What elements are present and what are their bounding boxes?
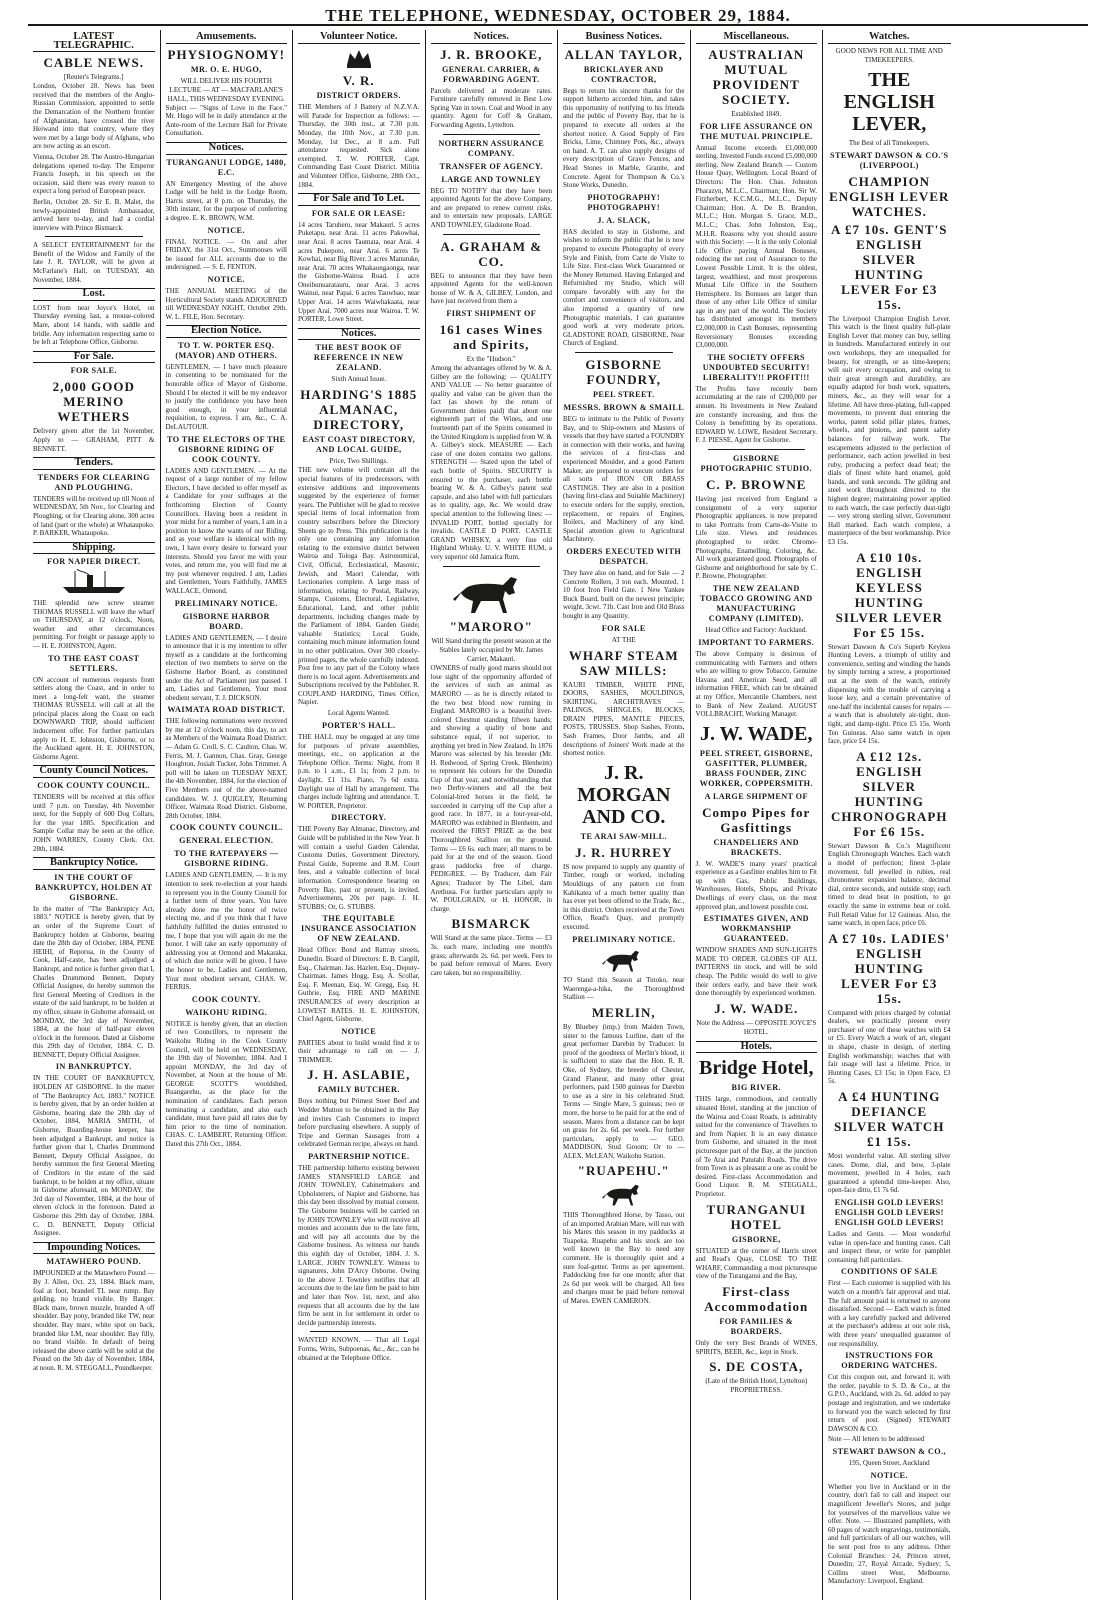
ad-text: The Liverpool Champion English Lever. This watch is the finest quality full-plate English Lever that money can buy, selling in hundreds. Manufactured entirely in our own workshops, they are unequalled for beauty, for strength, or as time-keepers; will suit every occupation, and owing to their great strength and durability, are equally adapted for bush work, squatters, miners, &c., as they will wear for a lifetime. All have three-plating, full-capped movements, to prevent dust entering the works, patent solid pillar plates, frames, wheels, and pinions, and patent safety balances for railway work. The escapements adjusted to the perfection of performance, each action jewelled in best ruby, producing a perfect dead beat; the dials of finest white hard enamel, gold hands, and sunk seconds. The gilding and steel work throughout directed to the highest degree; maintaining power applied to each watch, the case perfectly dust-tight — very strong sterling silver, Government Hall marked. Each watch complete, a masterpiece of the best workmanship. Price £3 15s. (828, 314, 951, 547)
column-7 (823, 30, 956, 1600)
newspaper-columns (28, 30, 1088, 1600)
ad-heading: MATAWHERO POUND. (46, 1257, 142, 1267)
ad-text: The Profits have recently been accumulating at the rate of £200,000 per annum. Its Investments in New Zealand are constantly increasing, and thus the Colony is benefitting by its operations. EDWARD W. LOWE, Resident Secretary. F. J. PIESSE, Agent for Gisborne. (695, 384, 817, 445)
ad-text: First — Each customer is supplied with his watch on a month's fair approval and trial. The full amount paid is returned to anyone dissatisfied. Second — Each watch is fitted with a key carefully packed and delivered at the purchaser's address at our sole risk, with three years' unequalled guarantee of our responsibility. (828, 1279, 951, 1348)
column-2 (161, 30, 294, 1600)
ad-heading: A. GRAHAM & CO. (440, 238, 543, 269)
divider (45, 236, 143, 237)
ad-text: Stewart Dawson & Co.'s Magnificent English Chronograph Watches. Each watch a model of perfection; finest 3-plate movement, full jewelled in rubies, real chronometer expansion balance, decimal dial, centre seconds, and outside stop; each timed to dead beat in position, to go exactly the same in extreme heat or cold. Full Retail Value for 12 Guineas. Also, the same watch, in open face, price £6. (828, 841, 951, 928)
horse-icon (563, 1181, 685, 1209)
ad-heading: J. R. HURREY (575, 844, 673, 860)
ad-heading: PARTNERSHIP NOTICE. (308, 1152, 410, 1162)
ad-heading: V. R. (342, 73, 375, 89)
ad-heading: TO T. W. PORTER ESQ. (MAYOR) AND OTHERS. (175, 340, 278, 360)
section-heading: Shipping. (33, 542, 155, 555)
ad-heading: GISBORNE HARBOR BOARD. (182, 611, 270, 631)
section-heading: Business Notices. (563, 32, 685, 44)
ad-heading: STEWART DAWSON & CO., (832, 1446, 946, 1456)
ad-text: THE HALL may be engaged at any time for purposes of private assemblies, meetings, etc., on application at the Telephone Office. Terms: Night, from 8 p.m. to 1 a.m., £1 1s; from 2 p.m. to daylight, £1 11s. Piano, 7s 6d extra. Daylight use of Hall by arrangement. The charges include lighting and attendance. T. W. PORTER, Proprietor. (298, 733, 420, 810)
ad-heading: TRANSFER OF AGENCY. (439, 161, 543, 171)
ad-heading: PRELIMINARY NOTICE. (572, 934, 676, 944)
ad-subheading: Head Office and Factory: Auckland. (705, 625, 808, 634)
crown-icon (298, 47, 420, 71)
ad-heading: NORTHERN ASSURANCE COMPANY. (438, 138, 545, 158)
divider (443, 134, 541, 135)
divider (310, 1331, 408, 1332)
ad-subheading: GOOD NEWS FOR ALL TIME AND TIMEKEEPERS. (835, 46, 943, 64)
ad-text: A SELECT ENTERTAINMENT for the Benefit of the Widow and Family of the late J. R. TAYLOR, will be given at McFarlane's Hall, on TUESDAY, 4th November, 1884. (33, 241, 155, 284)
steamer-icon (33, 569, 155, 597)
ad-heading: PRELIMINARY NOTICE. (174, 598, 278, 608)
ad-heading: STEWART DAWSON & CO.'S (LIVERPOOL) (830, 150, 949, 170)
ad-heading: WHARF STEAM SAW MILLS: (568, 647, 679, 678)
ad-text: TO Stand this Season at Tutoko, near Waerenga-a-hika, the Thoroughbred Stallion — (563, 976, 685, 1002)
ad-heading: FAMILY BUTCHER. (317, 1085, 400, 1095)
column-1 (28, 30, 161, 1600)
ad-text: IN THE COURT OF BANKRUPTCY, HOLDEN AT GISBORNE. In the matter of "The Bankruptcy Act, 1883." NOTICE is hereby given, that by an order holden at Gisborne, bearing date the 28th day of October, 1884, MARIA SMITH, of Gisborne, Boarding-house keeper, has been adjudged a Bankrupt, and notice is further given that I, Charles Drummond Bennett, Deputy Official Assignee, do hereby summon the first General Meeting of Creditors in the estate of the said bankrupt, to be holden at my office, situate in Gisborne aforesaid, on MONDAY, the 3rd day of November, 1884, at the hour of eleven o'clock in the forenoon. Dated at Gisborne this 29th day of October, 1884. C. D. BENNETT, Deputy Official Assignee. (33, 1074, 155, 1238)
ad-heading: PEEL STREET. (592, 390, 655, 400)
divider (708, 449, 806, 450)
ad-heading: GENERAL ELECTION. (179, 836, 274, 846)
ad-heading: DISTRICT ORDERS. (316, 91, 401, 101)
ad-heading: EAST COAST DIRECTORY, AND LOCAL GUIDE, (302, 435, 416, 455)
ad-text: Begs to return his sincere thanks for the support hitherto accorded him, and takes this opportunity of notifying to his friends and the public of Poverty Bay, that he is prepared to execute all orders at the shortest notice. A Good Supply of Fire Bricks, Lime, Chimney Pots, &c., always on hand. A. T. can also supply designs of every description of Grave Fences, and Head Stones in Marble, Granite, and Concrete. Agent for Thompson & Co.'s Stone Works, Dunedin. (563, 86, 685, 190)
ad-heading: WAIMATA ROAD DISTRICT. (167, 705, 286, 715)
section-heading: Notices. (298, 328, 420, 341)
ad-heading: ORDERS EXECUTED WITH DESPATCH. (566, 546, 682, 566)
ad-text: Cut this coupon out, and forward it, with the order, payable to S. D. & Co., at the G.P.O., Auckland, with 2s. 6d. added to pay postage and registration, and we undertake to forward you the watch selected by first return of post. (Signed) STEWART DAWSON & CO. (828, 1373, 951, 1433)
ad-heading: CONDITIONS OF SALE (840, 1267, 938, 1277)
ad-heading: TENDERS FOR CLEARING AND PLOUGHING. (37, 472, 150, 492)
ad-heading: IMPORTANT TO FARMERS. (698, 637, 815, 647)
ad-subheading: Will Stand during the present season at the Stables lately occupied by Mr. James Carrier, Makauri. (431, 637, 552, 664)
ad-heading: ENGLISH GOLD LEVERS! ENGLISH GOLD LEVERS! ENGLISH GOLD LEVERS! (834, 1198, 944, 1227)
ad-text: IS now prepared to supply any quantity of Timber, rough or worked, including Mouldings of any pattern cut from Kahikatea of a much better quality than has ever yet been offered to the Trade, &c., in this district. Orders received at the Town Office, Read's Quay, and promptly executed. (563, 862, 685, 931)
ad-text: Stewart Dawson & Co's Superb Keyless Hunting Levers, a triumph of utility and convenience, setting and winding the hands by simply turning a screw, a proportioned nut at the stem of the watch, entirely dispensing with the trouble of carrying a loose key, and a certain preventative of one-half the incidental causes for repairs — a watch that is absolutely air-tight, dust-tight, and damp-tight. Price £5 15s. Worth Ten Guineas. Also same watch in open face, price £4 15s. (828, 642, 951, 746)
ad-text: J. W. WADE'S many years' practical experience as a Gasfitter enables him to Fit up with Gas, Public Buildings, Warehouses, Hotels, Shops, and Private Dwellings of every class, on the most approved plan, and lowest possible cost. (695, 859, 817, 911)
ad-heading: A £7 10s. GENT'S ENGLISH SILVER HUNTING LEVER For £3 15s. (831, 221, 948, 312)
ad-text: THE ANNUAL MEETING of the Horticultural Society stands ADJOURNED till WEDNESDAY NIGHT, October 29th. W. L. FILE, Hon. Secretary. (165, 286, 288, 321)
ad-text: LOST from near Joyce's Hotel, on Thursday evening last, a mouse-colored Mare, about 14 hands, with saddle and bridle. Any information respecting same to be left at Telephone Office, Gisborne. (33, 303, 155, 347)
ad-text: Most wonderful value. All sterling silver cases. Dome, dial, and bow, 3-plate movement, jewelled in 4 holes, each guaranteed a splendid time-keeper. Also, open-face ditto, £1 7s 6d. (828, 1152, 951, 1195)
ad-heading: TURANGANUI HOTEL (706, 1201, 807, 1232)
ad-text: The above Company is desirous of communicating with Farmers and others who are willing to grow Tobacco. Genuine Havana and American Seed, and all information FREE, which can be obtained at my Office, Mercantile Chambers, next to Bank of New Zealand. AUGUST VOLLBRACHT, Working Manager. (695, 649, 817, 719)
ad-text: SITUATED at the corner of Harris street and Read's Quay, CLOSE TO THE WHARF, Commanding a most picturesque view of the Turanganui and the Bay, (695, 1246, 817, 1281)
ad-heading: PHOTOGRAPHY! PHOTOGRAPHY! (587, 192, 660, 212)
ad-text: GENTLEMEN, — I have much pleasure in consenting to be nominated for the honorable office of Mayor of Gisborne. Should I be elected it will be my endeavor to justify the confidence you have been good enough, in your influential requisition, to express. I am, &c., C. A. DeLAUTOUR. (165, 362, 287, 432)
section-heading: Miscellaneous. (696, 32, 818, 44)
ad-text: THIS large, commodious, and centrally situated Hotel, standing at the junction of the Wairoa and Coast Roads, is admirably suited for the convenience of Travellers to and from Napier. It is an easy distance from Gisborne, and situated in the most picturesque part of the Bay, at the junction of Te Arai and Patutahi Roads. The drive from Town is as pleasant a one as could be desired. First-class Accommodation and Good Liquor. R. M. STEGGALL, Proprietor. (695, 1095, 817, 1198)
ad-text: Annual Income exceeds £1,000,000 sterling. Invested Funds exceed £5,000,000 sterling. New Zealand Branch — Custom House Quay, Wellington. Local Board of Directors: The Hon. Chas. Johnston Pharazyn, M.L.C., Chairman; Hon. Sir W. Fitzherbert, K.C.M.G., M.L.C., Deputy Chairman; Hon. A. De B. Brandon, M.L.C.; Hon. Morgan S. Grace, M.D., M.L.C.; Chas. John Johnston, Esq., M.H.R. Reasons why you should assure with this Society: — It is the only Colonial Life Office paying Annual Bonuses, reducing the net cost of Assurance to the Lowest Possible Limit. It is the oldest, largest, wealthiest, and most prosperous Mutual Life Office in the Southern Hemisphere. Its Bonuses are larger than those of any other Life Office of similar age in any part of the world. The Society has distributed amongst its members £2,000,000 in Cash Bonuses, representing Reversionary Bonuses exceeding £3,000,000. (695, 143, 818, 350)
ad-text: 14 acres Taruheru, near Makauri. 5 acres Puketapu, near Arai. 11 acres Pakowhai, near Arai. 8 acres Taumata, near Arai. 4 acres Pukepoto, near Arai. 6 acres Te Kowhai, near Big River. 3 acres Manutuke, near Arai. 70 acres Whakaongaonga, near the Gisborne-Wairoa Road. 1 acre Oneihunuaratauru, near Arai. 3 acres Wainui, near Papai. 6 acres Tauwhao, near Upper Arai. 14 acres Waiwhakaata, near Upper Arai. 7000 acres near Wairoa. T. W. PORTER, Lowe Street. (298, 220, 420, 324)
section-heading: Bankruptcy Notice. (33, 857, 155, 870)
ad-heading: CHANDELIERS AND BRACKETS. (713, 837, 799, 857)
ad-text: THIS Thoroughbred Horse, by Tasso, out of an imported Arabian Mare, will run with his Mares this season in my paddocks at Tuapeka. Ruapehu and his stock are too well known in the Bay to need any comment. He is thoroughly quiet and a sure foal-getter. Terms as per agreement. Paddocking free for one month; after that 2s 6d per week will be charged. All fees and charges must be paid before removal of Mares. EWEN CAMERON. (563, 1211, 685, 1305)
section-heading: For Sale and To Let. (298, 193, 420, 206)
section-heading: Notices. (166, 142, 288, 155)
ad-text: Only the very Best Brands of WINES, SPIRITS, BEER, &c., kept in Stock. (695, 1338, 817, 1356)
ad-subheading: Established 1849. (731, 109, 782, 118)
ad-heading: MESSRS. BROWN & SMAILL (563, 403, 685, 413)
ad-heading: BISMARCK (451, 916, 531, 932)
ad-heading: BIG RIVER. (731, 1083, 781, 1093)
column-5 (558, 30, 691, 1600)
ad-text: ON account of numerous requests from settlers along the Coast, and in order to meet a long-felt want, the steamer THOMAS RUSSELL will call at all the principal places along the Coast on each DOWNWARD TRIP, should sufficient inducement offer. For further particulars apply to H. E. Johnston, Gisborne, or to the Auckland agent. H. E. JOHNSTON, Gisborne Agent. (33, 675, 155, 761)
ad-text: THE following nominations were received by me at 12 o'clock noon, this day, to act as Members of the Waimata Road District: — Adam G. Croll, S. C. Caulton, Chas. W. Ferris, M. J. Gannon, Chas. Gray, George Houghton, Josiah Tucker, John Trimmer. A poll will be taken on TUESDAY NEXT, the 4th November, 1884, for the election of Five Members out of the above-named candidates. W. J. QUIGLEY, Returning Officer, Waimata Road District. Gisborne, 28th October, 1884. (165, 717, 287, 820)
ad-heading: FOR LIFE ASSURANCE ON THE MUTUAL PRINCIPLE. (699, 121, 813, 141)
ad-heading: THE NEW ZEALAND TOBACCO GROWING AND MANUFACTURING COMPANY (LIMITED). (699, 583, 813, 623)
ad-heading: THE SOCIETY OFFERS UNDOUBTED SECURITY! LIBERALITY!! PROFIT!!! (702, 352, 810, 382)
section-heading: Lost. (33, 288, 155, 301)
ad-heading: C. P. BROWNE (706, 477, 807, 492)
ad-text: BEG to announce that they have been appointed Agents for the well-known house of W. & A. GILBEY, London, and have just received from them a (430, 271, 552, 306)
column-3 (293, 30, 426, 1600)
ad-subheading: [Reuter's Telegrams.] (63, 73, 124, 82)
ad-heading: J. H. ASLABIE, (307, 1067, 411, 1083)
ad-heading: Bridge Hotel, (699, 1057, 814, 1080)
ad-text: THE Poverty Bay Almanac, Directory, and Guide will be published in the New Year. It will contain a useful Garden Calendar, Customs Duties, Government Directory, Postal Guide, Supreme and R.M. Court fees, and a valuable collection of local information. Correspondence bearing on Poverty Bay, past or present, is invited. Advertisements, 20s per page. J. H. STUBBS; Or, G. STUBBS. (298, 825, 420, 911)
ad-heading: A £10 10s. ENGLISH KEYLESS HUNTING SILVER LEVER For £5 15s. (835, 549, 943, 640)
ad-subheading: The Best of all Timekeepers. (848, 138, 930, 147)
horse-icon (431, 571, 553, 617)
ad-text: WINDOW SHADES AND SUN-LIGHTS MADE TO ORDER. GLOBES OF ALL PATTERNS tin stock, and will be sold cheap. The Public would do well to give their orders early, and have their work done thoroughly by experienced workmen. (695, 946, 817, 998)
ad-text: AN Emergency Meeting of the above Lodge will be held in the Lodge Room, Harris street, at 8 p.m. on Thursday, the 30th instant, for the purpose of conferring a degree. E. K. BROWN, W.M. (165, 179, 287, 222)
ad-text: Head Office: Bond and Rattray streets, Dunedin. Board of Directors: E. B. Cargill, Esq., Chairman. Jas. Hazlett, Esq., Deputy-Chairman. James Hogg, Esq. A. Scollar, Esq. F. Meenan, Esq. W. Gregg, Esq. H. Guthrie, Esq. FIRE AND MARINE INSURANCES of every description at LOWEST RATES. H. E. JOHNSTON, Chief Agent, Gisborne. (298, 946, 420, 1024)
section-heading: County Council Notices. (33, 765, 155, 778)
ad-heading: TO THE EAST COAST SETTLERS. (48, 653, 140, 673)
ad-text: THE new volume will contain all the special features of its predecessors, with extensive additions and improvements suggested by the experience of former years. The Publisher will be glad to receive special items of local information from country subscribers before the Directory Sheets go to Press. This publication is the only one containing any information relating to the extensive district between Wairoa and Tologa Bay. Astronomical, Civil, Official, Ecclesiastical, Masonic, Jewish, and Maori Calendar, with Lectionaries complete. A large mass of information, relating to Postal, Railway, Stamps, Customs, Electoral, Legislative, Educational, Land, and other public departments, including changes made by the Parliament of 1884. Garden Guide; valuable Statistics; Local Guide, containing much minute information found in no other publication. Over 300 closely-printed pages, the whole carefully indexed. Post free to any part of the Colony where there is no local agent. Advertisements and Subscriptions received by the Publisher. R. COUPLAND HARDING, Times Office, Napier. (298, 466, 420, 707)
ad-heading: MR. O. E. HUGO, (190, 64, 262, 74)
ad-subheading: WILL DELIVER HIS FOURTH LECTURE — AT — MACFARLANE'S HALL, THIS WEDNESDAY EVENING. (167, 76, 285, 103)
ad-text: WANTED KNOWN. — That all Legal Forms, Writs, Subpoenas, &c., &c., can be obtained at the Telephone Office. (298, 1336, 420, 1362)
ad-text: LADIES AND GENTLEMEN. — At the request of a large number of my fellow Electors, I have decided to offer myself as a Candidate for your suffrages at the forthcoming Election of County Councillors. Having been a resident in your midst for a number of years, I am in a position to know the wants of our Riding, and as your welfare is identical with my own, I have every desire to forward your interests. Should you favor me with your votes, and return me, you will find me at my post whenever required. I am, Ladies and Gentlemen, Yours Faithfully, JAMES WALLACE, Ormond. (165, 466, 287, 595)
ad-heading: COOK COUNTY. (191, 994, 261, 1004)
ad-heading: "MARORO" (449, 619, 533, 635)
section-heading: LATEST TELEGRAPHIC. (33, 32, 155, 52)
ad-text: By Bluebey (imp.) from Maiden Town, sister to the famous Lurline, dam of the great performer Darebin by Traducer. In proof of the goodness of Merlin's blood, it is sufficient to state that the Hon. R. R. Oke, of Sydney, the breeder of Chester, Grand Flaneur, and many other great performers, paid 1500 guineas for Darebin to use as a sire in his celebrated Stud. Terms — Single Mare, 5 guineas; two or more, the horse to be paid for at the end of season. Mares from a distance can be kept on grass for 2s. 6d. per week. For further particulars, apply to — GEO. MADDISON, Stud Groom; Or to — ALEX. McLEAN, Waikohu Station. (563, 1022, 685, 1160)
ad-heading: DIRECTORY. (331, 813, 387, 823)
ad-heading: CABLE NEWS. (43, 55, 145, 71)
ad-text: Having just received from England a consignment of a very superior Photographic appliances, is now prepared to take Portraits from Carte-de-Visite to Life size. Views and residences photographed to order. Chromo-Photographs, Enamelling, Coloring, &c. All work guaranteed good. Photographs of Gisborne and neighborhood for sale by C. P. Browne, Photographer. (695, 495, 817, 581)
section-heading: Notices. (431, 32, 553, 44)
ad-subheading: Local Agents Wanted. (327, 709, 390, 718)
ad-heading: WAIKOHU RIDING. (185, 1007, 268, 1017)
ad-heading: AUSTRALIAN MUTUAL PROVIDENT SOCIETY. (708, 46, 805, 107)
ad-text: They have also on hand, and for Sale — 2 Concrete Rollers, 3 ton each. Mounted. 1 10 foot Iron Field Gate. 1 New Yankee Buck Board, built on the newest principle; weight, 3cwt. 71b. Cast Iron and Old Brass bought in any Quantity. (563, 568, 685, 620)
ad-heading: THE BEST BOOK OF REFERENCE IN NEW ZEALAND. (313, 343, 404, 373)
section-heading: Amusements. (166, 32, 288, 44)
ad-text: IMPOUNDED at the Matawhero Pound — By J. Allen, Oct. 23, 1884. Black mare, foal at foot, branded TL near rump. Bay gelding, no brand visible. By Banger. Black mare, brown muzzle, branded A off shoulder. Bay pony, branded like TW, near shoulder. Bay mare, white spot on back, branded like LM, near shoulder. Bay filly, no brand visible. In default of being released the above cattle will be sold at the Pound on the 5th day of November, 1884, at noon. R. M. STEGGALL, Poundkeeper. (33, 1269, 155, 1372)
ad-heading: A £12 12s. ENGLISH SILVER HUNTING CHRONOGRAPH For £6 15s. (831, 748, 948, 839)
ad-heading: J. W. WADE. (714, 1000, 799, 1016)
divider (443, 234, 541, 235)
ad-heading: CHAMPION ENGLISH LEVER WATCHES. (829, 173, 950, 219)
ad-heading: ALLAN TAYLOR, (564, 46, 683, 62)
ad-heading: NOTICE. (870, 1470, 908, 1480)
ad-heading: GISBORNE, (731, 1234, 781, 1244)
ad-heading: HARDING'S 1885 ALMANAC, DIRECTORY, (300, 387, 418, 433)
ad-heading: PHYSIOGNOMY! (167, 46, 285, 62)
ad-text: THE splendid new screw steamer THOMAS RUSSELL will leave the wharf on THURSDAY, at 12 o'clock, Noon, weather and other circumstances permitting. For freight or passage apply to — H. E. JOHNSTON, Agent. (33, 598, 155, 650)
ad-heading: THE ENGLISH LEVER, (843, 68, 935, 135)
ad-heading: GENERAL CARRIER, & FORWARDING AGENT. (442, 64, 541, 84)
ad-subheading: 195, Queen Street, Auckland (848, 1458, 930, 1467)
ad-heading: INSTRUCTIONS FOR ORDERING WATCHES. (841, 1351, 938, 1371)
section-heading: Tenders. (33, 457, 155, 470)
ad-heading: TURANGANUI LODGE, 1480, E.C. (166, 157, 287, 177)
ad-heading: TE ARAI SAW-MILL. (580, 831, 667, 841)
ad-subheading: Price, Two Shillings. (329, 457, 388, 466)
ad-text: Subject — "Signs of Love in the Face." Mr. Hugo will be in daily attendance at the Ante-room of the Lecture Hall for Private Consultation. (165, 103, 287, 138)
ad-heading: IN THE COURT OF BANKRUPTCY, HOLDEN AT GISBORNE. (35, 872, 153, 902)
ad-heading: TO THE ELECTORS OF THE GISBORNE RIDING OF COOK COUNTY. (167, 434, 286, 464)
ad-heading: BRICKLAYER AND CONTRACTOR, (583, 64, 664, 84)
divider (575, 352, 673, 353)
ad-heading: S. DE COSTA, (709, 1359, 804, 1375)
ad-heading: FOR SALE OR LEASE: (311, 208, 406, 218)
ad-subheading: Ex the "Hudson." (466, 354, 516, 363)
ad-heading: 2,000 GOOD MERINO WETHERS (52, 379, 135, 425)
column-6 (691, 30, 824, 1600)
ad-heading: NOTICE. (207, 225, 245, 235)
section-heading: Volunteer Notice. (298, 32, 420, 44)
ad-heading: J. A. SLACK, (597, 215, 651, 225)
ad-text: In the matter of "The Bankruptcy Act, 1883." NOTICE is hereby given, that by an order of the Supreme Court of Bankruptcy holden at Gisborne, bearing date the 28th day of October, 1884, PENE HEIHI, of Reporua, in the County of Cook, Half-caste, has been adjudged a Bankrupt, and notice is further given that I, Charles Drummond Bennett, Deputy Official Assignee, do hereby summon the first General Meeting of Creditors in the estate of the said bankrupt, to be holden at my office, situate in Gisborne aforesaid, on MONDAY, the 3rd day of November, 1884, at the hour of half-past eleven o'clock in the forenoon. Dated at Gisborne this 29th day of October, 1884. C. D. BENNETT, Deputy Official Assignee. (33, 904, 155, 1059)
column-4 (426, 30, 559, 1600)
ad-heading: 161 cases Wines and Spirits, (439, 321, 543, 352)
ad-heading: GISBORNE FOUNDRY, (585, 357, 663, 388)
section-heading: Election Notice. (166, 325, 288, 338)
ad-heading: FOR FAMILIES & BOARDERS. (719, 1316, 794, 1336)
ad-text: BEG to intimate to the Public of Poverty Bay, and to Ship-owners and Masters of vessels that they have started a FOUNDRY in connection with their works, and having the services of a first-class and experienced Moulder, and a good Pattern Maker, are prepared to execute orders for all sorts of IRON OR BRASS CASTINGS. They are also in a position (having first-class and Suitable Machinery) to execute orders for the supply, erection, replacement, or repairs of Engines, Boilers, and Machinery of any kind. Special attention given to Agricultural Machinery. (563, 415, 685, 544)
ad-subheading: Sixth Annual Issue. (331, 375, 387, 384)
ad-text: THE partnership hitherto existing between JAMES STANSFIELD LARGE and JOHN TOWNLEY, Cabinetmakers and Upholsterers, of Napier and Gisborne, has this day been dissolved by mutual consent. The Gisborne business will be carried on by JOHN TOWNLEY who will receive all monies and accounts due to the late firm, and will pay all accounts due by the Gisborne business. As witness our hands this eighth day of October, 1884. J. S. LARGE. JOHN TOWNLEY. Witness to signatures, John D'Arcy Osborne. Owing to the above J. Townley notifies that all accounts due to the late firm be paid to him and later than Nov. 1st, next, and also requests that all accounts due by the late firm be sent in for settlement in order to decide partnership interests. (298, 1164, 420, 1327)
ad-heading: PORTER'S HALL. (321, 721, 396, 731)
ad-heading: FIRST SHIPMENT OF (446, 308, 537, 318)
ad-text: NOTICE is hereby given, that an election of two Councillors, to represent the Waikohu Riding in the Cook County Council, will be held on WEDNESDAY, the 19th day of November, 1884. And I appoint MONDAY, the 3rd day of November, at Noon at the house of Mr. GEORGE SCOTT'S wooldshed, Ruangarehu, as the place for the nomination of candidates. Each person nominating a candidate, and also each candidate, must have paid all rates due by him prior to the time of nomination. CHAS. C. LAMBERT, Returning Officer. Dated this 27th Oct., 1884. (165, 1019, 287, 1149)
ad-text: Whether you live in Auckland or in the country, don't fail to call and inspect our magnificent Jeweller's Stores, and judge for yourselves of the marvellous value we offer. Note. — Illustrated pamphlets, with 60 pages of watch engravings, testimonials, and full particulars of all our watches, will be sent post free to any address. Other Colonial Branches: 24, Princes street, Dunedin; 27, Royal Arcade, Sydney; 5, Collins street West, Melbourne. Manufactory: Liverpool, England. (828, 1482, 951, 1586)
ad-heading: A £7 10s. LADIES' ENGLISH HUNTING LEVER For £3 15s. (828, 930, 951, 1006)
ad-heading: A £4 HUNTING DEFIANCE SILVER WATCH £1 15s. (834, 1089, 945, 1150)
masthead: THE TELEPHONE, WEDNESDAY, OCTOBER 29, 1884. (28, 6, 1088, 26)
ad-heading: IN BANKRUPTCY. (55, 1062, 132, 1072)
ad-text: LADIES AND GENTLEMEN, — I desire to announce that it is my intention to offer myself as a candidate at the forthcoming election of two members to serve on the Gisborne Harbor Board, as constituted under the Act of Parliament just passed. I am, Ladies and Gentlemen, Your most obedient servant, T. J. DICKSON. (165, 633, 287, 702)
ad-heading: J. R. MORGAN AND CO. (577, 761, 671, 828)
ad-text: Parcels delivered at moderate rates. Furniture carefully removed in Best Low Spring Van in town. Coal and Wood in any quantity. Agent for Coff & Graham, Forwarding Agents, Lyttelton. (430, 86, 552, 129)
horse-icon (563, 947, 685, 975)
ad-text: Among the advantages offered by W. & A. Gilbey are the following: — QUALITY AND VALUE — No better guarantee of quality and value can be given than the fact (as shown by the return of Government duties paid) that about one eighteenth part of the Wines, and one fourteenth part of the Spirits consumed in the United Kingdom is supplied from W. & A. Gilbey's stock. MEASURE — Each case of one dozen contains two gallons. STRENGTH — Stated upon the label of each bottle of Spirits. SECURITY is ensured to the purchaser, each bottle bearing W. & A. Gilbey's patent seal capsule, and also label with full particulars as to quality, age, &c. We would draw special attention to the following lines: — INVALID PORT, bottled specially for invalids. CASTLE D PORT. CASTLE GRAND WHISKY, a very fine old Highland Whisky. U. V. WHITE RUM, a very superior old Jamaica Rum. (430, 363, 552, 561)
ad-text: KAURI TIMBER, WHITE PINE, DOORS, SASHES, MOULDINGS, SKIRTING, ARCHITRAVES — PALINGS, SHINGLES, BLOCKS, DRAIN PIPES, MANTLE PIECES, POSTS, TRUSSES. Shop Sashes, Fronts, Sash Frames, Door Jambs, and all descriptions of Joiners' Work made at the shortest notice. (563, 680, 685, 758)
ad-subheading: (Late of the British Hotel, Lyttelton) PROPRIETRESS. (705, 1377, 808, 1395)
ad-heading: PEEL STREET, GISBORNE, GASFITTER, PLUMBER, BRASS FOUNDER, ZINC WORKER, COPPERSMITH. (699, 748, 813, 788)
ad-subheading: Note the Address — OPPOSITE JOYCE'S HOTEL. (696, 1018, 817, 1036)
divider (443, 566, 541, 567)
ad-text: Buys nothing but Primest Steer Beef and Wedder Mutton to be obtained in the Bay and invites Cash Customers to inspect before purchasing elsewhere. A supply of Tripe and German Sausages from a celebrated German recipe, always on hand. (298, 1097, 420, 1149)
ad-heading: THE EQUITABLE INSURANCE ASSOCIATION OF NEW ZEALAND. (301, 914, 417, 944)
ad-heading: J. W. WADE, (700, 722, 813, 745)
ad-heading: FOR SALE. (70, 366, 117, 376)
ad-heading: ESTIMATES GIVEN, AND WORKMANSHIP GUARANTEED. (703, 914, 809, 944)
ad-text: PARTIES about to build would find it to their advantage to call on — J. TRIMMER. (298, 1038, 420, 1064)
section-heading: For Sale. (33, 351, 155, 364)
ad-text: Ladies and Gents. — Most wonderful value in open-face and hunting cases. Call and inspect these, or write for pamphlet containing full particulars. (828, 1230, 951, 1264)
ad-heading: COOK COUNTY COUNCIL. (169, 823, 283, 833)
ad-text: TENDERS will be received at this office until 7 p.m. on Tuesday, 4th November next, for the Supply of 600 Dog Collars, for the year 1885. Specification and Sample Collar may be seen at the office. JOHN WARREN, County Clerk. Oct. 28th, 1884. (33, 793, 155, 853)
ad-heading: TO THE RATEPAYERS — GISBORNE RIDING. (174, 849, 279, 869)
ad-heading: NOTICE. (207, 274, 245, 284)
news-item: Vienna, October 28. The Austro-Hungarian delegations opened to-day. The Emperor Francis Joseph, in his speech on the occasion, said there was every reason to expect a long period of European peace. (33, 152, 155, 196)
news-item: London, October 28. News has been received that the members of the Anglo-Russian Commission, appointed to settle the Demarcation of the Northern frontier of Afghanistan, have crossed the river Heiwand into that country, where they were met by a large body of Afghans, who are now acting as an escort. (33, 82, 155, 151)
ad-heading: FOR NAPIER DIRECT. (47, 557, 141, 567)
ad-text: THE Members of J Battery of N.Z.V.A. will Parade for Inspection as follows: — Thursday, the 30th inst., at 7.30 p.m. Monday, the 10th Nov., at 7.30 p.m. Monday, 1st Dec., at 8 a.m. Full attendance requested. Sick alone exempted. T. W. PORTER, Capt. Commanding East Coast District. Militia and Volunteer Office, Gisborne, 28th Oct., 1884. (298, 103, 420, 189)
ad-text: OWNERS of really good mares should not lose sight of the opportunity afforded of the services of such an animal as MARORO — as he is directly related to the two best blood now running in England. MARORO is a beautiful liver-colored Chestnut standing fifteen hands; and showing a quality of bone and substance equal, if not superior, to anything yet bred in New Zealand. In 1876 Maroro was selected by his breeder (Mr. H. Redwood, of Spring Creek, Blenheim) to represent his colours for the Dunedin Cup of that year, and notwithstanding that two Derby-winners and all the best Colonial-bred horses in the field, he succeeded in carrying off the Cup after a good race. In 1877, in a four-year-old, MARORO was exhibited in Blenheim, and received the FIRST PRIZE as the best Thoroughbred Stallion on the ground. Terms — £6 6s. each mare; all mares to be paid for at the end of the season. Good grass paddocks free of charge. PEDIGREE. — By Traducer, dam Fair Agnes; Traducer by The Libel, dam Arethusa. For further particulars apply to W. POULGRAIN, or H. HONOR, in charge. (430, 664, 552, 913)
ad-heading: GISBORNE PHOTOGRAPHIC STUDIO. (700, 454, 813, 473)
ad-heading: Compo Pipes for Gasfittings (702, 804, 811, 835)
ad-text: TENDERS will be received up till Noon of WEDNESDAY, 5th Nov., for Clearing and Ploughing, or for Clearing alone, 300 acres of land (part or the whole) at Whataupoko. P. BARKER, Whataupoko. (33, 494, 155, 538)
ad-text: Compared with prices charged by colonial dealers, we practically present every purchaser of one of these watches with £4 or £5. Every Watch a work of art, elegant in shape, chaste in design, of sterling English workmanship; watches that with fair usage will last a lifetime. Price, in Hunting Cases, £3 15s; in Open Face, £3 5s. (828, 1008, 951, 1086)
news-item: Berlin, October 28. Sir E. B. Malet, the newly-appointed British Ambassador, arrived here to-day, and had a cordial interview with Prince Bismarck. (33, 197, 155, 232)
ad-heading: LARGE AND TOWNLEY (441, 174, 542, 184)
ad-heading: "RUAPEHU." (577, 1163, 670, 1179)
ad-heading: NOTICE (341, 1026, 377, 1036)
ad-text: BEG TO NOTIFY that they have been appointed Agents for the above Company, and are prepared to renew current risks, and to entertain new proposals. LARGE AND TOWNLEY, Gladstone Road. (430, 186, 552, 229)
ad-text: Note — All letters to be addressed (828, 1435, 925, 1444)
ad-text: FINAL NOTICE. — On and after FRIDAY, the 31st Oct., Summonses will be issued for ALL accounts due to the undersigned. — S. E. FENTON. (165, 237, 287, 272)
ad-heading: A LARGE SHIPMENT OF (704, 791, 808, 801)
ad-heading: J. R. BROOKE, (440, 46, 543, 62)
ad-text: Delivery given after the 1st November. Apply to — GRAHAM, PITT & BENNETT. (33, 427, 155, 453)
ad-heading: FOR SALE (601, 623, 646, 633)
ad-subheading: AT THE (611, 635, 636, 644)
section-heading: Hotels. (696, 1041, 818, 1054)
ad-text: LADIES AND GENTLEMEN, — It is my intention to seek re-election at your hands to represent you in the County Council for a further term of three years. You have already done me the honor of twice electing me, and if you think that I have faithfully fulfilled the duties entrusted to me, I hope that you will again do me the honor. I will take an early opportunity of addressing you at Ormond and Makaraka, of which due notice will be given. I have the honor to be, Ladies and Gentlemen, Your most obedient servant, CHAS. W. FERRIS. (165, 871, 287, 992)
ad-heading: COOK COUNTY COUNCIL. (37, 781, 151, 791)
section-heading: Watches. (828, 32, 951, 44)
ad-text: Will Stand at the same place. Terms — £3 3s. each mare, including one month's grass; afterwards 2s. 6d. per week. Fees to be paid before removal of Mares. Every care taken, but no responsibility. (430, 934, 552, 977)
ad-heading: First-class Accommodation (704, 1283, 809, 1314)
section-heading: Impounding Notices. (33, 1242, 155, 1255)
ad-heading: MERLIN, (591, 1004, 656, 1020)
ad-text: HAS decided to stay in Gisborne, and wishes to inform the public that he is now prepared to execute Photography of every Style and Finish, from Carte de Visite to Life Size. First-class Work Guaranteed or the Money Returned. Having Enlarged and Refurnished my Studio, which will compare favorably with any for the comfort and convenience of visitors, and also imported a quantity of new Photographic materials, I can guarantee good work at very moderate prices. GLADSTONE ROAD, GISBORNE, Near Church of England. (563, 227, 685, 348)
